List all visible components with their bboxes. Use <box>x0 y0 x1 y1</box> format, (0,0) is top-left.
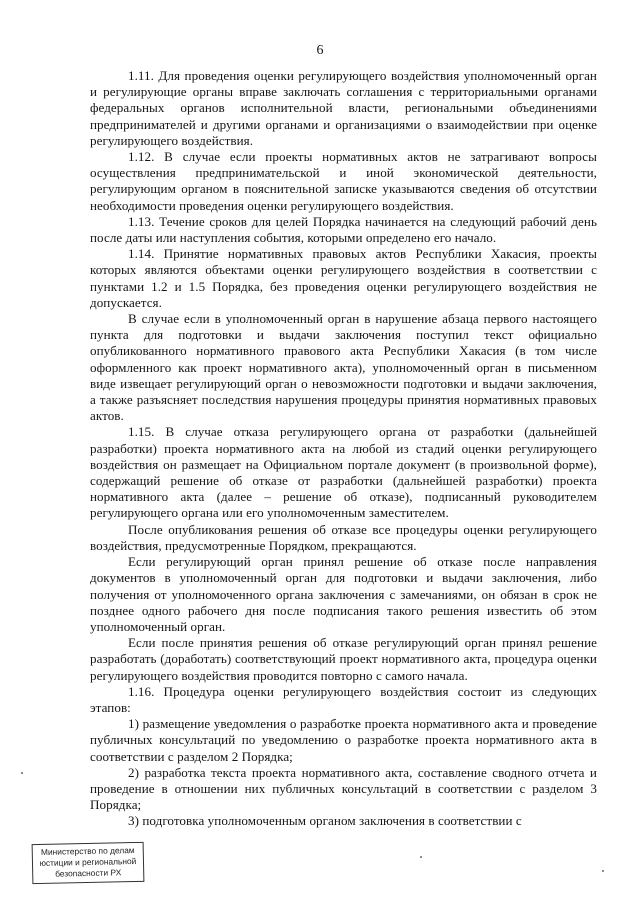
paragraph-1-16: 1.16. Процедура оценки регулирующего воздействия состоит из следующих этапов: <box>90 683 597 715</box>
paragraph-1-12: 1.12. В случае если проекты нормативных актов не затрагивают вопросы осуществления предпринимательской и иной экономической деятельности, регулирующим органом в пояснительной записке указываются сведения об отсутствии необходимости проведения оценки регулирующего воздействия. <box>90 149 597 213</box>
list-item-1: 1) размещение уведомления о разработке проекта нормативного акта и проведение публичных консультаций по уведомлению о разработке проекта нормативного акта в соответствии с разделом 2 Порядка; <box>90 716 597 764</box>
paragraph-1-15: 1.15. В случае отказа регулирующего органа от разработки (дальнейшей разработки) проекта нормативного акта на любой из стадий оценки регулирующего воздействия он размещает на Официальном портале документ (в произвольной форме), содержащий решение об отказе от разработки (дальнейшей разработки) проекта нормативного акта (далее – решение об отказе), подписанный руководителем регулирующего органа или его уполномоченным заместителем. <box>90 424 597 521</box>
scan-speck <box>21 772 23 774</box>
paragraph-1-14-second: В случае если в уполномоченный орган в нарушение абзаца первого настоящего пункта для подготовки и выдачи заключения поступил текст официально опубликованного нормативного правового акта Республики Хакасия (в том числе оформленного как проект нормативного акта), уполномоченный орган в письменном виде извещает регулирующий орган о невозможности подготовки и выдачи заключения, а также разъясняет последствия нарушения процедуры принятия нормативных правовых актов. <box>90 311 597 424</box>
ministry-stamp <box>32 842 145 884</box>
stamp-line: Министерство по делам <box>40 845 135 857</box>
paragraph-1-13: 1.13. Течение сроков для целей Порядка начинается на следующий рабочий день после даты или наступления события, которыми определено его начало. <box>90 213 597 246</box>
stamp-line: безопасности РХ <box>55 867 122 879</box>
paragraph-1-14: 1.14. Принятие нормативных правовых актов Республики Хакасия, проекты которых являются объектами оценки регулирующего воздействия в соответствии с пунктами 1.2 и 1.5 Порядка, без проведения оценки регулирующего воздействия не допускается. <box>90 246 597 310</box>
list-item-3: 3) подготовка уполномоченным органом заключения в соответствии с <box>128 813 522 829</box>
scan-speck <box>420 856 422 858</box>
list-item-2: 2) разработка текста проекта нормативного акта, составление сводного отчета и проведение в отношении них публичных консультаций в соответствии с разделом 3 Порядка; <box>90 764 597 813</box>
document-body <box>90 68 597 830</box>
stamp-line: юстиции и региональной <box>39 855 137 869</box>
scan-speck <box>602 870 604 872</box>
paragraph-1-15-fourth: Если после принятия решения об отказе регулирующий орган принял решение разработать (доработать) соответствующий проект нормативного акта, процедура оценки регулирующего воздействия проводится повторно с самого начала. <box>90 635 597 683</box>
paragraph-1-15-second: После опубликования решения об отказе все процедуры оценки регулирующего воздействия, предусмотренные Порядком, прекращаются. <box>90 521 597 553</box>
page-number: 6 <box>316 43 324 58</box>
paragraph-1-11: 1.11. Для проведения оценки регулирующего воздействия уполномоченный орган и регулирующие органы вправе заключать соглашения с территориальными органами федеральных органов исполнительной власти, региональными объединениями предпринимателей и другими органами и организациями о взаимодействии при оценке регулирующего воздействия. <box>90 68 597 148</box>
paragraph-1-15-third: Если регулирующий орган принял решение об отказе после направления документов в уполномоченный орган для подготовки и выдачи заключения, либо получения от уполномоченного органа заключения с замечаниями, он обязан в срок не позднее одного рабочего дня после подписания такого решения известить об этом уполномоченный орган. <box>90 554 597 634</box>
